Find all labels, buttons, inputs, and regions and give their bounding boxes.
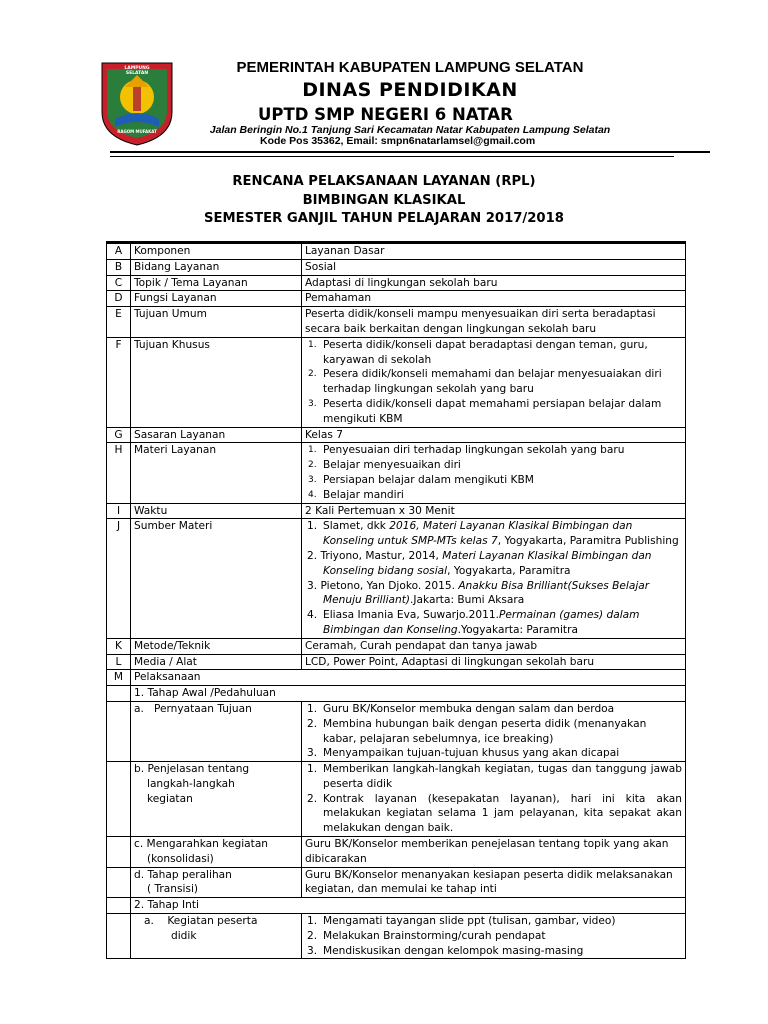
- row-label: Komponen: [131, 243, 302, 260]
- step-label: d. Tahap peralihan ( Transisi): [131, 867, 302, 898]
- row-key: G: [107, 427, 131, 443]
- list-item: 2. Kontrak layanan (kesepakatan layanan), hari ini kita akan melakukan kegiatan selama 1 jam pelayanan, kita sepakat akan melakukan dengan baik.: [307, 792, 682, 835]
- row-key: I: [107, 503, 131, 519]
- row-key: E: [107, 307, 131, 338]
- row-key: F: [107, 337, 131, 427]
- list-item: 2. Melakukan Brainstorming/curah pendapat: [307, 929, 546, 942]
- row-value: [302, 701, 686, 761]
- table-row: [107, 427, 686, 443]
- row-value: Kelas 7: [302, 427, 686, 443]
- row-value: 2 Kali Pertemuan x 30 Menit: [302, 503, 686, 519]
- row-key: D: [107, 291, 131, 307]
- row-label: Tujuan Umum: [131, 307, 302, 338]
- row-label: Fungsi Layanan: [131, 291, 302, 307]
- row-label: Materi Layanan: [131, 443, 302, 503]
- row-key: [107, 686, 131, 702]
- row-key: [107, 701, 131, 761]
- stage-label: 1. Tahap Awal /Pedahuluan: [131, 686, 686, 702]
- table-row: [107, 275, 686, 291]
- row-label: Waktu: [131, 503, 302, 519]
- table-row: [107, 519, 686, 638]
- table-row: [107, 638, 686, 654]
- list-item: 3. Menyampaikan tujuan-tujuan khusus yang akan dicapai: [307, 747, 620, 760]
- table-row: [107, 443, 686, 503]
- list-item: 3. Peserta didik/konseli dapat memahami persiapan belajar dalam mengikuti KBM: [308, 397, 662, 425]
- list-item: 4. Eliasa Imania Eva, Suwarjo.2011.Permainan (games) dalam Bimbingan dan Konseling.Yogyakarta: Paramitra: [307, 609, 640, 636]
- row-label: Metode/Teknik: [131, 638, 302, 654]
- letterhead-divider-thick: [110, 151, 710, 153]
- list-item: 1. Mengamati tayangan slide ppt (tulisan, gambar, video): [307, 915, 616, 928]
- step-label: a. Kegiatan peserta didik: [131, 914, 302, 959]
- row-key: B: [107, 259, 131, 275]
- row-key: [107, 762, 131, 837]
- school-name: UPTD SMP NEGERI 6 NATAR: [258, 105, 513, 124]
- row-value: Guru BK/Konselor memberikan penejelasan tentang topik yang akan dibicarakan: [302, 837, 686, 868]
- row-key: C: [107, 275, 131, 291]
- row-key: A: [107, 243, 131, 260]
- document-subtitle: BIMBINGAN KLASIKAL: [302, 193, 466, 208]
- list-item: 1. Peserta didik/konseli dapat beradaptasi dengan teman, guru, karyawan di sekolah: [308, 338, 648, 366]
- logo-text-bottom: RAGOM MUFAKAT: [117, 129, 157, 134]
- table-row: [107, 670, 686, 686]
- table-row: [107, 307, 686, 338]
- row-label: Topik / Tema Layanan: [131, 275, 302, 291]
- row-value: Peserta didik/konseli mampu menyesuaikan diri serta beradaptasi secara baik berkaitan dengan lingkungan sekolah baru: [302, 307, 686, 338]
- step-label: a. Pernyataan Tujuan: [131, 701, 302, 761]
- table-row: [107, 259, 686, 275]
- table-row: [107, 243, 686, 260]
- list-item: 2. Membina hubungan baik dengan peserta didik (menanyakan kabar, pelajaran sebelumnya, ice breaking): [307, 717, 647, 745]
- row-label: Sasaran Layanan: [131, 427, 302, 443]
- list-item: 1. Memberikan langkah-langkah kegiatan, tugas dan tanggung jawab peserta didik: [307, 763, 682, 790]
- row-key: [107, 914, 131, 959]
- row-label: Bidang Layanan: [131, 259, 302, 275]
- list-item: 1. Slamet, dkk 2016, Materi Layanan Klasikal Bimbingan dan Konseling untuk SMP-MTs kelas 7, Yogyakarta, Paramitra Publishing: [307, 520, 679, 548]
- stage-label: 2. Tahap Inti: [131, 898, 686, 914]
- list-item: 3. Mendiskusikan dengan kelompok masing-masing: [307, 944, 584, 957]
- table-row: [107, 291, 686, 307]
- document-title: RENCANA PELAKSANAAN LAYANAN (RPL): [232, 174, 536, 189]
- row-key: [107, 837, 131, 868]
- document-semester: SEMESTER GANJIL TAHUN PELAJARAN 2017/2018: [204, 211, 564, 226]
- step-label: c. Mengarahkan kegiatan (konsolidasi): [131, 837, 302, 868]
- list-item: 2. Belajar menyesuaikan diri: [308, 459, 461, 472]
- row-value: Layanan Dasar: [302, 243, 686, 260]
- row-value: Adaptasi di lingkungan sekolah baru: [302, 275, 686, 291]
- table-row: [107, 686, 686, 702]
- row-label: Tujuan Khusus: [131, 337, 302, 427]
- government-name: PEMERINTAH KABUPATEN LAMPUNG SELATAN: [236, 59, 584, 76]
- row-label: Sumber Materi: [131, 519, 302, 638]
- row-key: L: [107, 654, 131, 670]
- row-value: [302, 519, 686, 638]
- table-row: [107, 898, 686, 914]
- table-row: [107, 837, 686, 868]
- row-key: J: [107, 519, 131, 638]
- row-value: Sosial: [302, 259, 686, 275]
- table-row: [107, 914, 686, 959]
- row-value: [302, 337, 686, 427]
- row-key: [107, 867, 131, 898]
- school-contact: Kode Pos 35362, Email: smpn6natarlamsel@gmail.com: [260, 135, 536, 147]
- table-row: [107, 654, 686, 670]
- logo-text-top: LAMPUNG SELATAN: [124, 66, 150, 76]
- list-item: 3. Pietono, Yan Djoko. 2015. Anakku Bisa Brilliant(Sukses Belajar Menuju Brilliant).Jakarta: Bumi Aksara: [307, 579, 650, 607]
- row-value: Guru BK/Konselor menanyakan kesiapan peserta didik melaksanakan kegiatan, dan memulai ke tahap inti: [302, 867, 686, 898]
- row-key: [107, 898, 131, 914]
- letterhead-divider-thin: [110, 156, 674, 157]
- rpl-table: [106, 241, 686, 959]
- list-item: 2. Triyono, Mastur, 2014, Materi Layanan Klasikal Bimbingan dan Konseling bidang sosial, Yogyakarta, Paramitra: [307, 549, 652, 577]
- list-item: 2. Pesera didik/konseli memahami dan belajar menyesuaiakan diri terhadap lingkungan sekolah yang baru: [308, 368, 662, 396]
- row-value: [302, 762, 686, 837]
- row-key: H: [107, 443, 131, 503]
- row-value: Ceramah, Curah pendapat dan tanya jawab: [302, 638, 686, 654]
- step-label: b. Penjelasan tentang langkah-langkah kegiatan: [131, 762, 302, 837]
- table-row: [107, 337, 686, 427]
- list-item: 4. Belajar mandiri: [308, 488, 404, 501]
- row-value: Pemahaman: [302, 291, 686, 307]
- regency-logo: [97, 57, 177, 147]
- row-value: LCD, Power Point, Adaptasi di lingkungan sekolah baru: [302, 654, 686, 670]
- row-key: K: [107, 638, 131, 654]
- row-value: [302, 443, 686, 503]
- school-address: Jalan Beringin No.1 Tanjung Sari Kecamatan Natar Kabupaten Lampung Selatan: [209, 124, 611, 136]
- row-key: M: [107, 670, 131, 686]
- row-label: Media / Alat: [131, 654, 302, 670]
- list-item: 1. Guru BK/Konselor membuka dengan salam dan berdoa: [307, 702, 615, 715]
- row-value: [302, 914, 686, 959]
- table-row: [107, 503, 686, 519]
- department-name: DINAS PENDIDIKAN: [302, 79, 518, 101]
- table-row: [107, 701, 686, 761]
- table-row: [107, 762, 686, 837]
- list-item: 1. Penyesuaian diri terhadap lingkungan sekolah yang baru: [308, 444, 625, 457]
- row-label: Pelaksanaan: [131, 670, 686, 686]
- table-row: [107, 867, 686, 898]
- list-item: 3. Persiapan belajar dalam mengikuti KBM: [308, 473, 534, 486]
